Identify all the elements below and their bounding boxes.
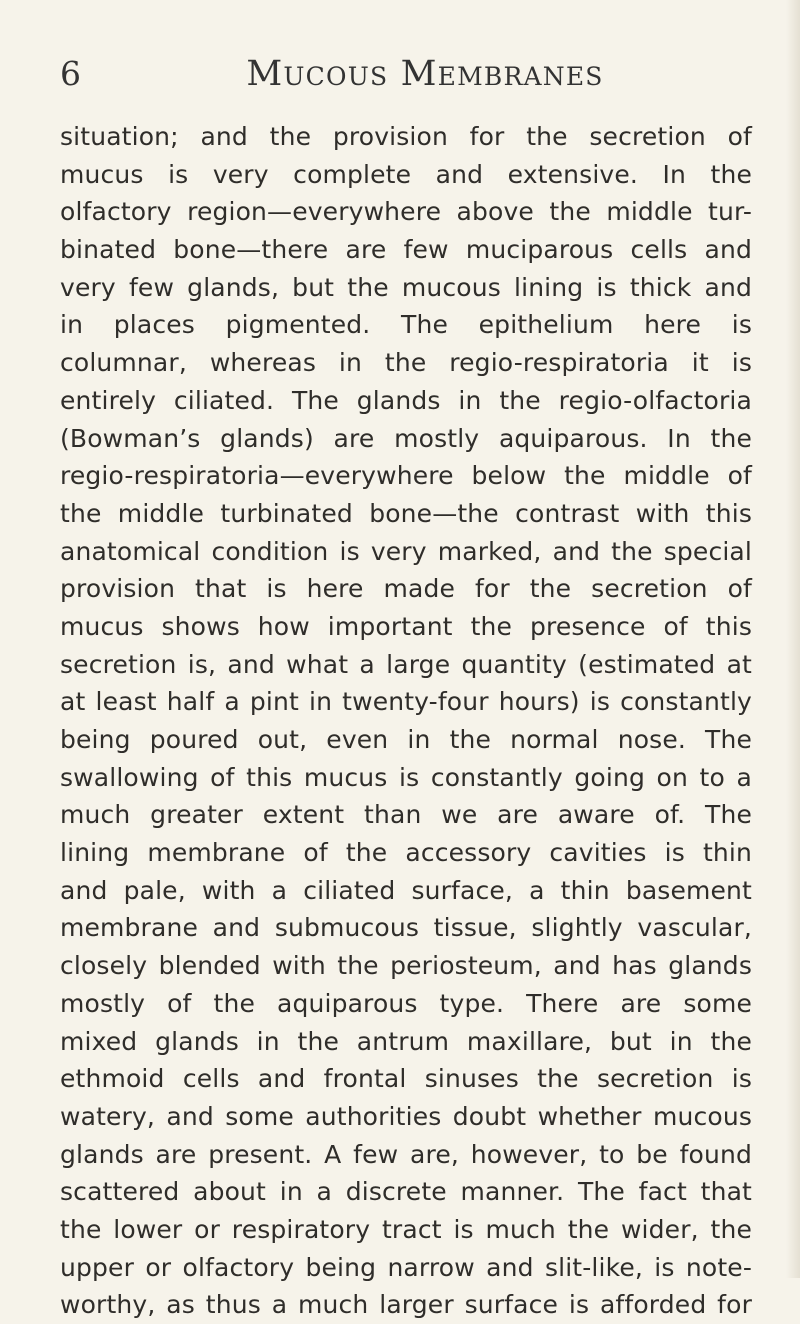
text-line: in places pigmented. The epithelium here is <box>60 310 752 340</box>
text-line: anatomical condition is very marked, and the special <box>60 536 752 566</box>
text-line: being poured out, even in the normal nose. The <box>60 725 752 754</box>
text-line: binated bone—there are few muciparous cells and <box>60 235 752 265</box>
page-edge-shadow <box>786 0 800 1278</box>
text-line: the lower or respiratory tract is much the wider, the <box>60 1214 752 1244</box>
text-line: (Bowman’s glands) are mostly aquiparous. In the <box>60 423 752 453</box>
text-line: and pale, with a ciliated surface, a thin basement <box>60 875 752 905</box>
running-head: Mucous Membranes <box>246 54 604 94</box>
text-line: lining membrane of the accessory cavities is thin <box>60 838 752 868</box>
text-line: glands are present. A few are, however, to be found <box>60 1139 752 1169</box>
text-line: situation; and the provision for the secretion of <box>60 122 752 151</box>
text-line: mostly of the aquiparous type. There are some <box>60 988 752 1018</box>
text-line: mucus is very complete and extensive. In the <box>60 159 752 189</box>
page-number: 6 <box>60 54 81 93</box>
text-line: regio-respiratoria—everywhere below the middle of <box>60 461 752 491</box>
text-line: the middle turbinated bone—the contrast with this <box>60 498 752 528</box>
text-line: olfactory region—everywhere above the middle tur- <box>60 197 752 227</box>
text-line: secretion is, and what a large quantity (estimated at <box>60 649 752 679</box>
text-line: scattered about in a discrete manner. The fact that <box>60 1177 752 1207</box>
text-line: columnar, whereas in the regio-respiratoria it is <box>60 348 752 378</box>
body-text <box>60 118 752 1324</box>
text-line: watery, and some authorities doubt whether mucous <box>60 1101 752 1131</box>
text-line: much greater extent than we are aware of. The <box>60 800 752 830</box>
text-line: mucus shows how important the presence of this <box>60 611 752 641</box>
text-line: ethmoid cells and frontal sinuses the secretion is <box>60 1064 752 1094</box>
text-line: entirely ciliated. The glands in the regio-olfactoria <box>60 385 752 415</box>
text-line: closely blended with the periosteum, and has glands <box>60 951 752 981</box>
text-line: at least half a pint in twenty-four hours) is constantly <box>60 687 752 717</box>
text-line: upper or olfactory being narrow and slit-like, is note- <box>60 1252 752 1282</box>
text-line: membrane and submucous tissue, slightly vascular, <box>60 913 752 943</box>
text-line: swallowing of this mucus is constantly going on to a <box>60 762 752 792</box>
text-line: worthy, as thus a much larger surface is afforded for <box>60 1290 752 1320</box>
text-line: mixed glands in the antrum maxillare, but in the <box>60 1026 752 1056</box>
text-line: very few glands, but the mucous lining is thick and <box>60 272 752 302</box>
text-line: provision that is here made for the secretion of <box>60 574 752 604</box>
page-header <box>60 48 760 100</box>
